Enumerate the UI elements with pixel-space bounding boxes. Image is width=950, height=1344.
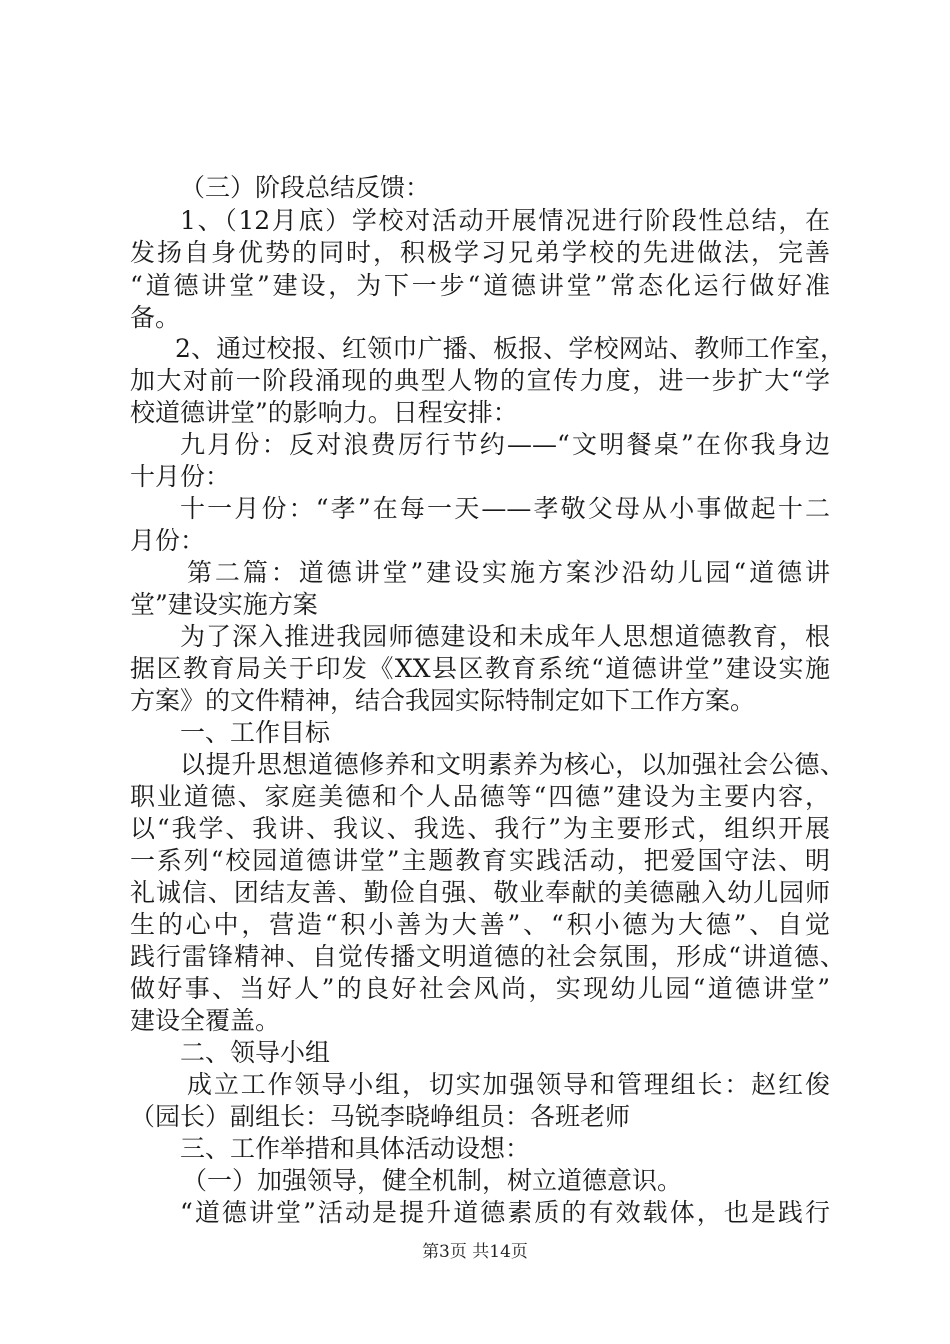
text-line: 九月份：反对浪费厉行节约——“文明餐桌”在你我身边 bbox=[180, 430, 830, 459]
text-line: （一）加强领导，健全机制，树立道德意识。 bbox=[182, 1166, 683, 1195]
text-line: 堂”建设实施方案 bbox=[130, 590, 318, 619]
text-line: “道德讲堂”活动是提升道德素质的有效载体，也是践行 bbox=[180, 1198, 830, 1227]
text-line: 一系列“校园道德讲堂”主题教育实践活动，把爱国守法、明 bbox=[130, 846, 830, 875]
text-line: 以提升思想道德修养和文明素养为核心，以加强社会公德、 bbox=[180, 750, 845, 779]
text-line: 二、领导小组 bbox=[180, 1038, 331, 1067]
text-line: 建设全覆盖。 bbox=[130, 1006, 281, 1035]
text-line: “道德讲堂”建设，为下一步“道德讲堂”常态化运行做好准 bbox=[130, 271, 830, 300]
page-number-footer: 第3页 共14页 bbox=[422, 1242, 528, 1262]
text-line: 方案》的文件精神，结合我园实际特制定如下工作方案。 bbox=[130, 686, 756, 715]
text-line: 加大对前一阶段涌现的典型人物的宣传力度，进一步扩大“学 bbox=[130, 366, 830, 395]
text-line: 以“我学、我讲、我议、我选、我行”为主要形式，组织开展 bbox=[130, 814, 830, 843]
text-line: 1、（12月底）学校对活动开展情况进行阶段性总结，在 bbox=[180, 206, 830, 235]
text-line: 备。 bbox=[130, 303, 181, 332]
text-line: 做好事、当好人”的良好社会风尚，实现幼儿园“道德讲堂” bbox=[130, 974, 830, 1003]
text-line: 校道德讲堂”的影响力。日程安排： bbox=[130, 398, 518, 427]
text-line: 第二篇：道德讲堂”建设实施方案沙沿幼儿园“道德讲 bbox=[187, 558, 830, 587]
text-line: 一、工作目标 bbox=[180, 718, 331, 747]
text-line: 发扬自身优势的同时，积极学习兄弟学校的先进做法，完善 bbox=[130, 238, 830, 267]
text-line: 践行雷锋精神、自觉传播文明道德的社会氛围，形成“讲道德、 bbox=[130, 942, 845, 971]
text-line: 成立工作领导小组，切实加强领导和管理组长：赵红俊 bbox=[187, 1070, 830, 1099]
text-line: 三、工作举措和具体活动设想： bbox=[180, 1134, 531, 1163]
text-line: 据区教育局关于印发《XX县区教育系统“道德讲堂”建设实施 bbox=[130, 654, 830, 683]
text-line: （园长）副组长：马锐李晓峥组员：各班老师 bbox=[130, 1102, 631, 1131]
text-line: 十一月份：“孝”在每一天——孝敬父母从小事做起十二 bbox=[180, 494, 830, 523]
text-line: 2、通过校报、红领巾广播、板报、学校网站、教师工作室， bbox=[175, 334, 845, 363]
text-line: 礼诚信、团结友善、勤俭自强、敬业奉献的美德融入幼儿园师 bbox=[130, 878, 830, 907]
text-line: 十月份： bbox=[130, 462, 231, 491]
text-line: （三）阶段总结反馈： bbox=[180, 173, 431, 202]
text-line: 为了深入推进我园师德建设和未成年人思想道德教育，根 bbox=[180, 622, 830, 651]
text-line: 月份： bbox=[130, 526, 206, 555]
text-line: 职业道德、家庭美德和个人品德等“四德”建设为主要内容， bbox=[130, 782, 830, 811]
text-line: 生的心中，营造“积小善为大善”、“积小德为大德”、自觉 bbox=[130, 910, 830, 939]
